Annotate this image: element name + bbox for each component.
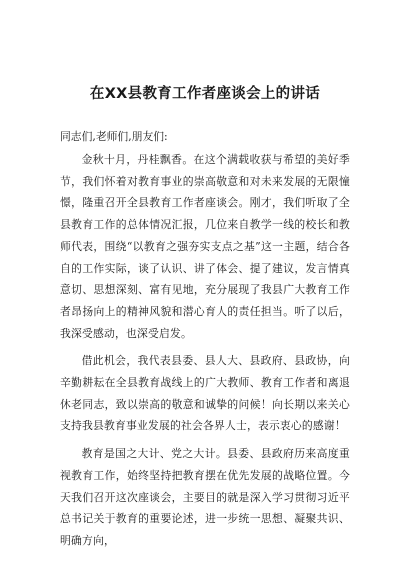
salutation: 同志们,老师们,朋友们: bbox=[60, 130, 168, 143]
paragraph-importance: 教育是国之大计、党之大计。县委、县政府历来高度重视教育工作，始终坚持把教育摆在优先发展的战略位置。今天我们召开这次座谈会，主要目的就是深入学习贯彻习近平总书记关于教育的重要论述，进一步统一思想、凝聚共识、明确方向， bbox=[60, 447, 350, 547]
paragraph-greetings: 借此机会，我代表县委、县人大、县政府、县政协，向辛勤耕耘在全县教育战线上的广大教师、教育工作者和离退休老同志，致以崇高的敬意和诚挚的问候！向长期以来关心支持我县教育事业发展的社会各界人士，表示衷心的感谢！ bbox=[60, 354, 350, 433]
document-title: 在XX县教育工作者座谈会上的讲话 bbox=[89, 86, 321, 102]
paragraph-opening: 金秋十月，丹桂飘香。在这个满载收获与希望的美好季节，我们怀着对教育事业的崇高敬意和对未来发展的无限憧憬，隆重召开全县教育工作者座谈会。刚才，我们听取了全县教育工作的总体情况汇报，几位来自教学一线的校长和教师代表，围绕“以教育之强夯实支点之基”这一主题，结合各自的工作实际，谈了认识、讲了体会、提了建议，发言情真意切、思想深刻、富有见地，充分展现了我县广大教育工作者昂扬向上的精神风貌和潜心育人的责任担当。听了以后，我深受感动，也深受启发。 bbox=[60, 153, 350, 340]
